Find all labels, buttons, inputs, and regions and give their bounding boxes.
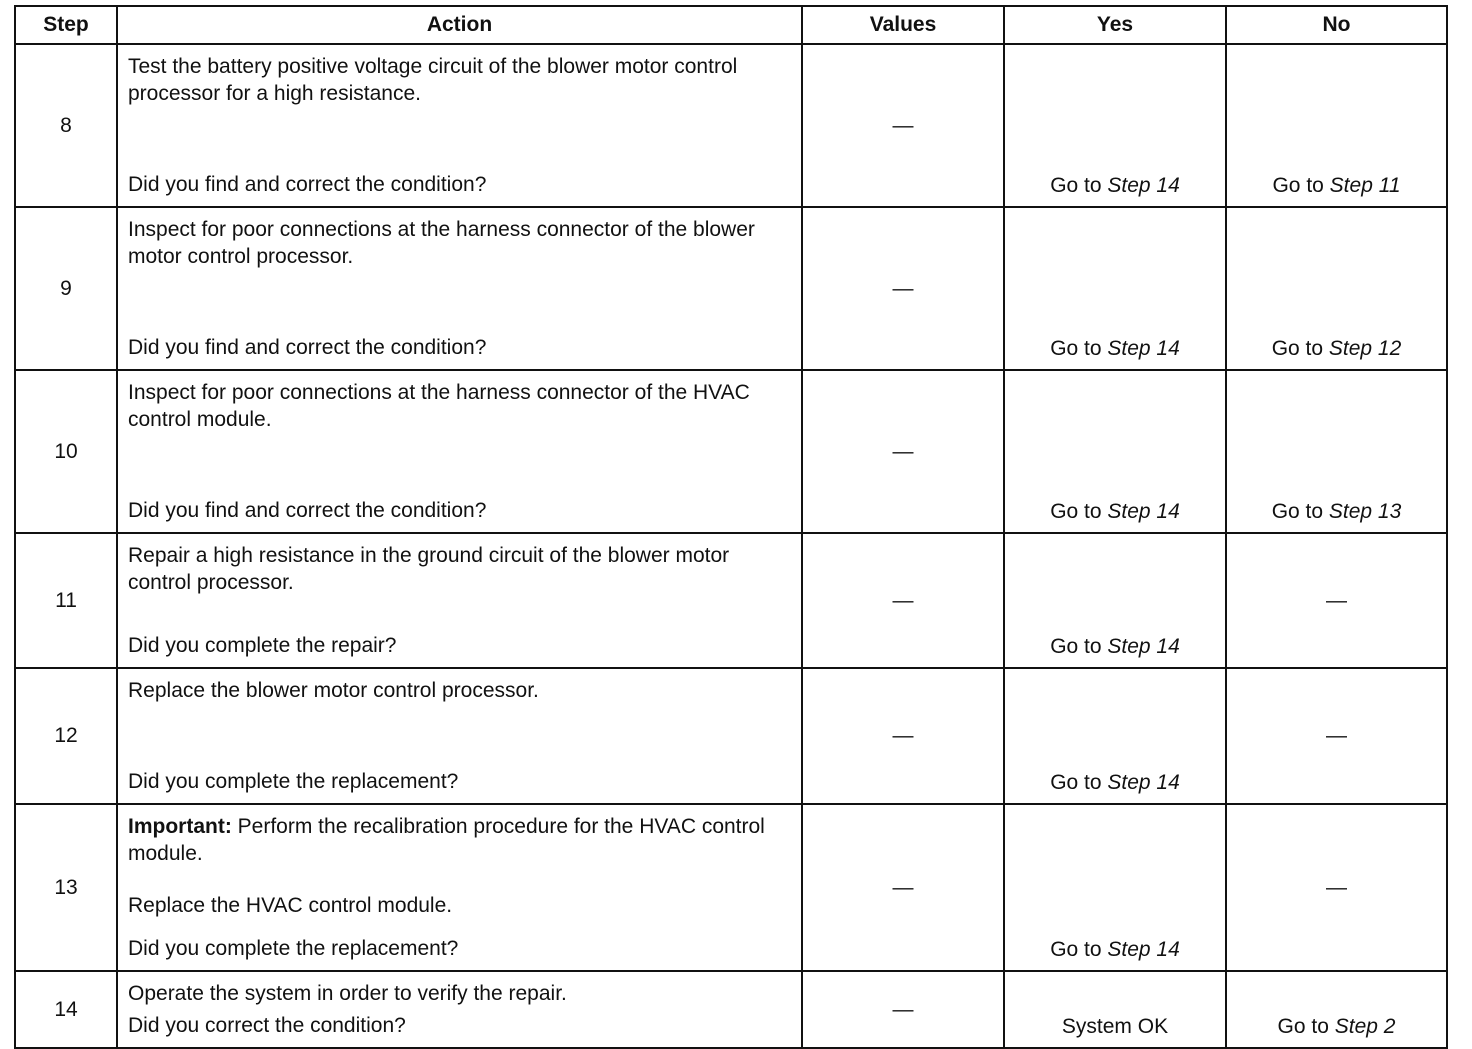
no-cell [1226,971,1447,1048]
header-step: Step [15,6,117,44]
action-cell [117,971,802,1048]
header-no: No [1226,6,1447,44]
action-question: Did you complete the replacement? [128,937,459,960]
step-number: 8 [15,44,117,207]
values-cell: — [802,804,1004,971]
yes-step-ref: Step 14 [1107,771,1180,794]
no-cell: — [1226,533,1447,668]
step-number: 11 [15,533,117,668]
action-cell [117,533,802,668]
table-row-step-11 [15,533,1447,668]
values-cell: — [802,533,1004,668]
yes-prefix: Go to [1050,500,1108,523]
no-cell [1226,44,1447,207]
yes-prefix: Go to [1050,174,1108,197]
yes-cell [1004,804,1226,971]
yes-step-ref: Step 14 [1107,174,1180,197]
no-step-ref: Step 13 [1328,500,1402,523]
step-number: 9 [15,207,117,370]
header-yes: Yes [1004,6,1226,44]
no-prefix: Go to [1271,337,1329,360]
step-number: 10 [15,370,117,533]
action-question: Did you find and correct the condition? [128,499,487,522]
yes-cell: System OK [1004,971,1226,1048]
yes-step-ref: Step 14 [1107,938,1180,961]
yes-prefix: Go to [1050,337,1108,360]
action-text: Replace the blower motor control processor. [128,679,539,702]
action-text: Operate the system in order to verify the repair. [128,982,567,1005]
no-cell [1226,207,1447,370]
yes-prefix: Go to [1050,938,1108,961]
values-cell: — [802,971,1004,1048]
table-row-step-8 [15,44,1447,207]
action-cell [117,370,802,533]
no-cell: — [1226,668,1447,804]
no-cell: — [1226,804,1447,971]
no-step-ref: Step 12 [1328,337,1402,360]
table-row-step-10 [15,370,1447,533]
action-text: Inspect for poor connections at the harness connector of the HVAC control module. [128,381,750,431]
yes-cell [1004,533,1226,668]
action-cell [117,804,802,971]
step-number: 14 [15,971,117,1048]
action-cell [117,44,802,207]
no-prefix: Go to [1271,500,1329,523]
yes-prefix: Go to [1050,635,1108,658]
action-text: Repair a high resistance in the ground circuit of the blower motor control processor. [128,544,730,594]
action-cell [117,668,802,804]
important-note [128,805,791,867]
action-question: Did you complete the repair? [128,634,397,657]
values-cell: — [802,668,1004,804]
no-prefix: Go to [1272,174,1330,197]
values-cell: — [802,44,1004,207]
action-question: Did you complete the replacement? [128,770,459,793]
table-row-step-14 [15,971,1447,1048]
yes-step-ref: Step 14 [1107,337,1180,360]
no-step-ref: Step 2 [1334,1015,1396,1038]
action-text: Inspect for poor connections at the harness connector of the blower motor control processor. [128,218,755,268]
action-question: Did you find and correct the condition? [128,336,487,359]
table-row-step-13 [15,804,1447,971]
values-cell: — [802,207,1004,370]
step-number: 12 [15,668,117,804]
no-cell [1226,370,1447,533]
yes-cell [1004,44,1226,207]
table-row-step-12 [15,668,1447,804]
yes-step-ref: Step 14 [1107,500,1180,523]
action-cell [117,207,802,370]
step-number: 13 [15,804,117,971]
action-question: Did you find and correct the condition? [128,173,487,196]
yes-cell [1004,207,1226,370]
header-row [15,6,1447,44]
diagnostic-table [14,5,1448,1049]
yes-step-ref: Step 14 [1107,635,1180,658]
yes-cell [1004,668,1226,804]
header-values: Values [802,6,1004,44]
action-question: Did you correct the condition? [128,1014,406,1037]
important-label: Important: [128,815,232,838]
important-text: Perform the recalibration procedure for the HVAC control module. [128,815,771,865]
no-prefix: Go to [1277,1015,1335,1038]
yes-prefix: Go to [1050,771,1108,794]
action-text: Test the battery positive voltage circuit of the blower motor control processor for a high resistance. [128,55,738,105]
header-action: Action [117,6,802,44]
values-cell: — [802,370,1004,533]
yes-cell [1004,370,1226,533]
no-step-ref: Step 11 [1329,174,1401,197]
action-text: Replace the HVAC control module. [128,893,453,917]
table-row-step-9 [15,207,1447,370]
